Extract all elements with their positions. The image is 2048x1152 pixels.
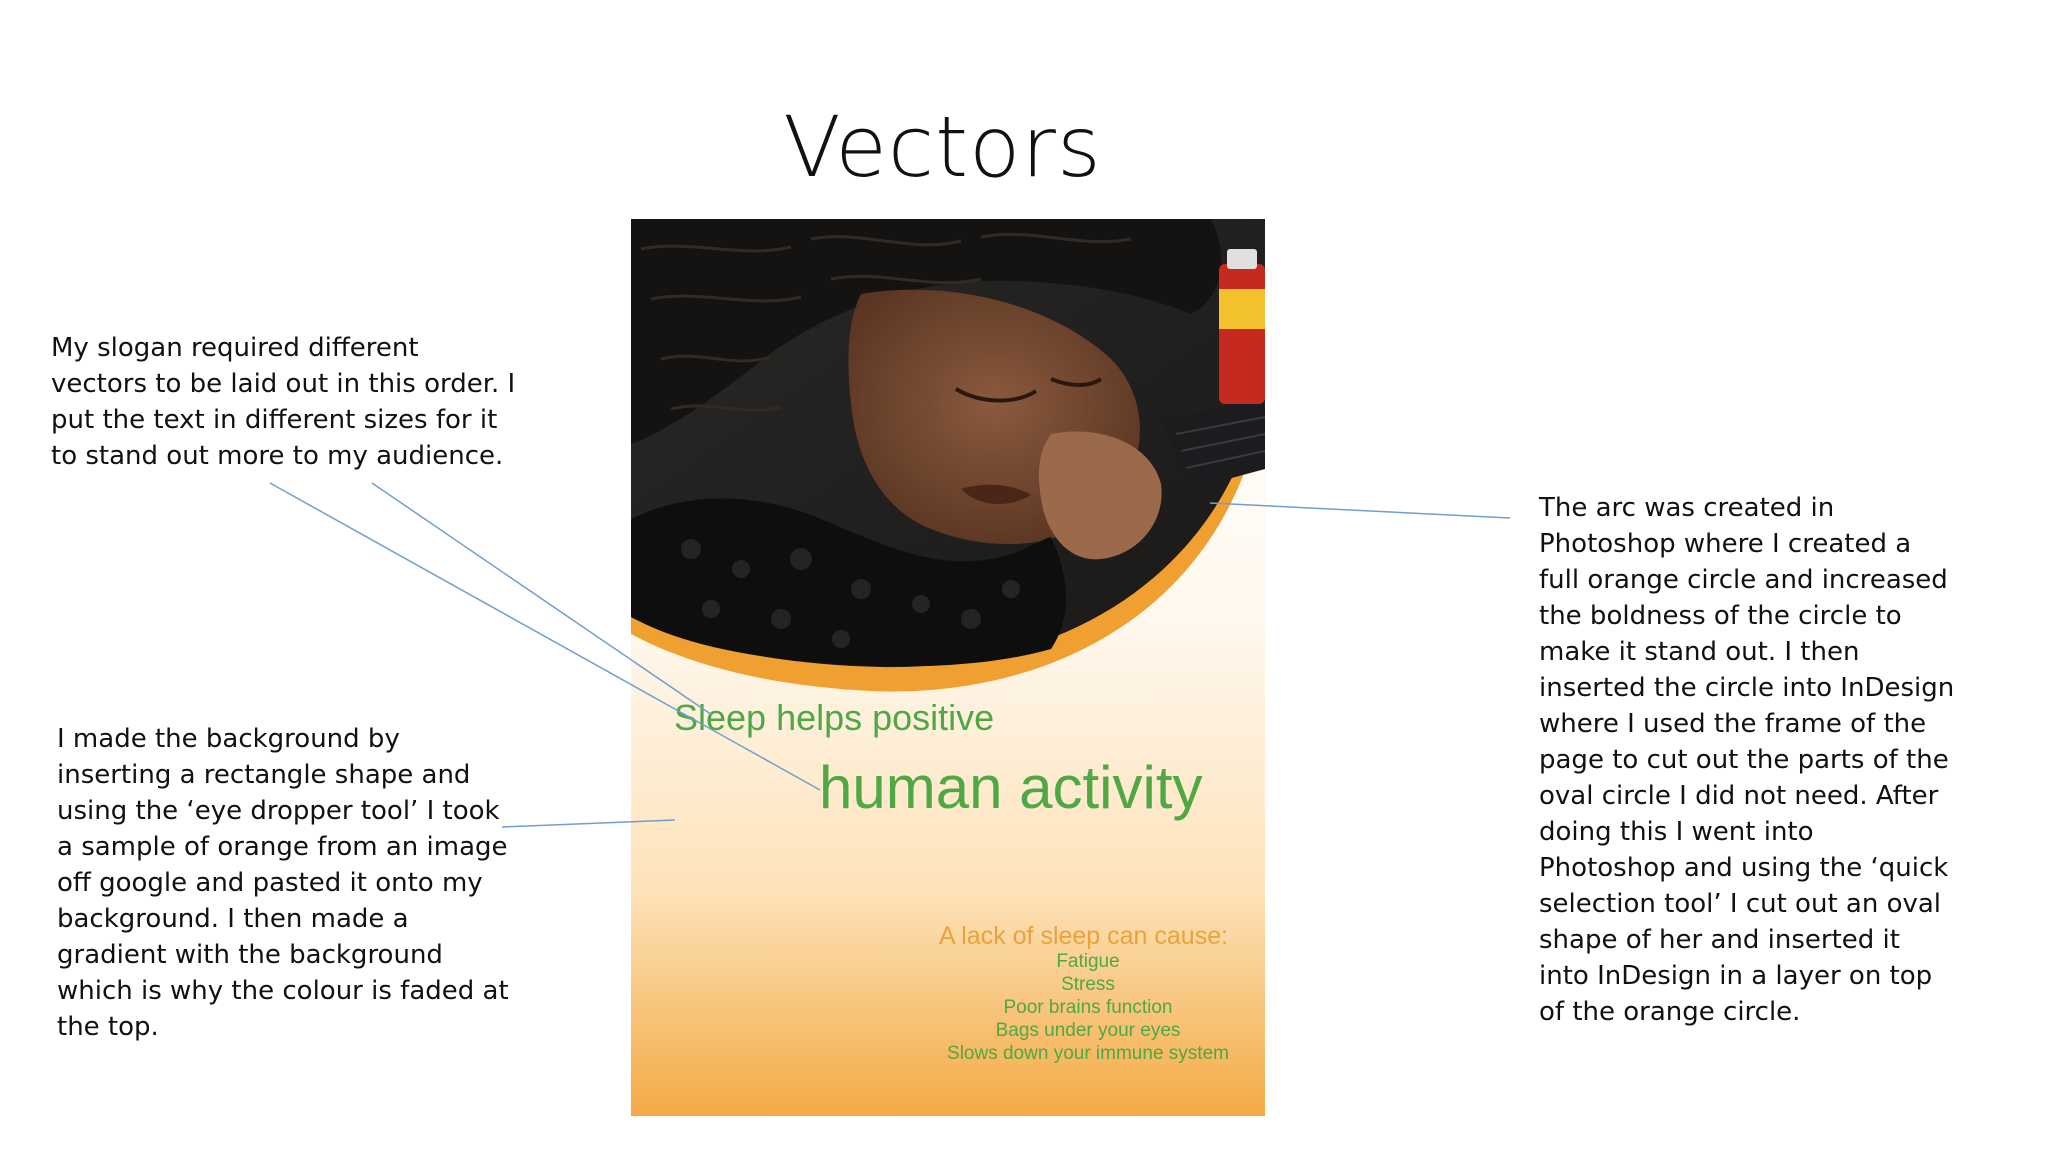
note-line: Photoshop and using the ‘quick [1539, 853, 1949, 883]
note-line: background. I then made a [57, 904, 409, 934]
list-item: Stress [1061, 974, 1115, 995]
leader-line-slogan-small [270, 483, 820, 790]
note-line: inserted the circle into InDesign [1539, 673, 1955, 703]
note-line: the top. [57, 1012, 159, 1042]
note-line: oval circle I did not need. After [1539, 781, 1939, 811]
note-line: selection tool’ I cut out an oval [1539, 889, 1942, 919]
slogan-line-2: human activity [819, 754, 1203, 821]
note-line: into InDesign in a layer on top [1539, 961, 1933, 991]
note-line: make it stand out. I then [1539, 637, 1860, 667]
note-line: shape of her and inserted it [1539, 925, 1900, 955]
note-line: a sample of orange from an image [57, 832, 508, 862]
note-line: the boldness of the circle to [1539, 601, 1902, 631]
effects-heading: A lack of sleep can cause: [939, 922, 1229, 950]
note-line: full orange circle and increased [1539, 565, 1948, 595]
note-line: My slogan required different [51, 333, 419, 363]
note-line: where I used the frame of the [1539, 709, 1927, 739]
leader-line-arc [1210, 503, 1510, 518]
note-line: Photoshop where I created a [1539, 529, 1912, 559]
note-line: doing this I went into [1539, 817, 1814, 847]
note-line: inserting a rectangle shape and [57, 760, 471, 790]
list-item: Poor brains function [1003, 997, 1173, 1018]
note-line: vectors to be laid out in this order. I [51, 369, 516, 399]
leader-line-background [502, 820, 675, 827]
note-line: which is why the colour is faded at [57, 976, 509, 1006]
note-line: The arc was created in [1539, 493, 1835, 523]
list-item: Slows down your immune system [947, 1043, 1229, 1064]
note-line: of the orange circle. [1539, 997, 1801, 1027]
note-line: gradient with the background [57, 940, 443, 970]
note-line: to stand out more to my audience. [51, 441, 504, 471]
note-line: put the text in different sizes for it [51, 405, 498, 435]
list-item: Bags under your eyes [995, 1020, 1181, 1041]
note-line: page to cut out the parts of the [1539, 745, 1949, 775]
slogan-line-1: Sleep helps positive [674, 697, 995, 738]
slide-title: Vectors [783, 98, 1102, 196]
note-line: using the ‘eye dropper tool’ I took [57, 796, 500, 826]
list-item: Fatigue [1056, 951, 1120, 972]
note-line: I made the background by [57, 724, 400, 754]
leader-line-slogan-large [372, 483, 712, 715]
note-line: off google and pasted it onto my [57, 868, 483, 898]
